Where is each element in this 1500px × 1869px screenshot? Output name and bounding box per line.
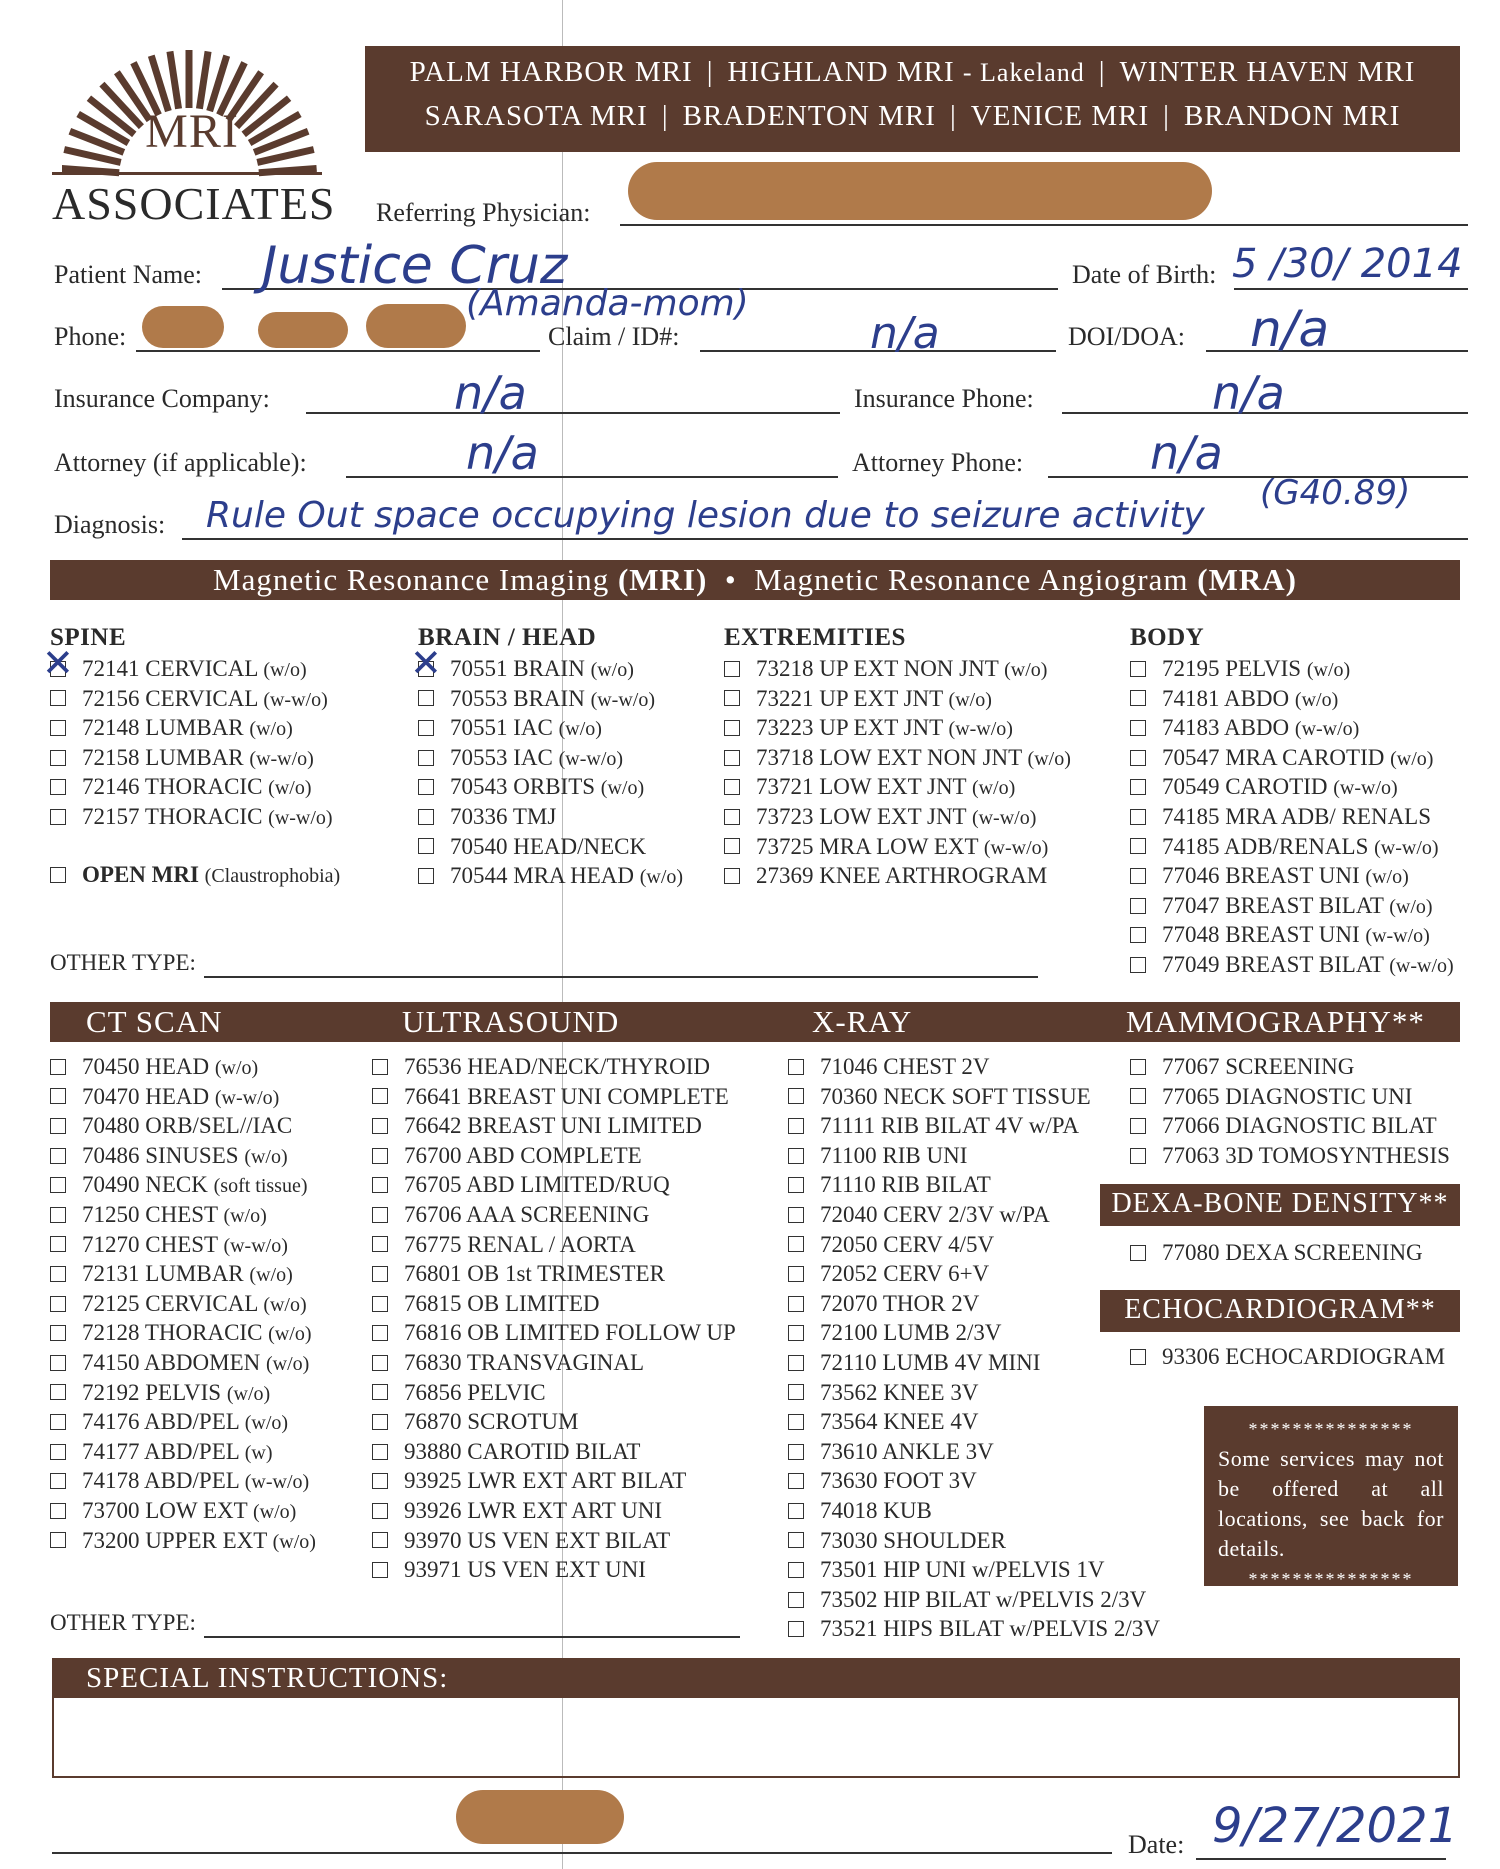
checkbox[interactable]	[788, 1059, 804, 1075]
attorney-phone-value: n/a	[1150, 426, 1223, 480]
mri-other-type-label: OTHER TYPE:	[50, 950, 196, 975]
echocardiogram-heading: ECHOCARDIOGRAM**	[1100, 1290, 1460, 1332]
checkbox[interactable]	[50, 1266, 66, 1282]
checkbox-item[interactable]: 76536 HEAD/NECK/THYROID	[372, 1052, 710, 1081]
doi-doa-label: DOI/DOA:	[1068, 322, 1185, 351]
checkbox[interactable]	[724, 750, 740, 766]
checkbox[interactable]	[1130, 898, 1146, 914]
checkbox-item[interactable]: 70549 CAROTID (w-w/o)	[1130, 772, 1398, 801]
checkbox[interactable]	[50, 1088, 66, 1104]
checkbox[interactable]	[418, 720, 434, 736]
checkbox-item[interactable]: 70551 BRAIN (w/o) ✕	[410, 641, 634, 685]
checkbox-item[interactable]: 70544 MRA HEAD (w/o)	[418, 861, 683, 890]
checkbox[interactable]	[50, 1384, 66, 1400]
checkbox[interactable]	[1130, 1349, 1146, 1365]
checkbox[interactable]	[1130, 1245, 1146, 1261]
checkbox[interactable]	[372, 1236, 388, 1252]
checkbox[interactable]	[788, 1562, 804, 1578]
checkbox-item[interactable]: 71110 RIB BILAT	[788, 1170, 991, 1199]
checkbox[interactable]	[724, 868, 740, 884]
checkbox-item[interactable]: 77063 3D TOMOSYNTHESIS	[1130, 1141, 1450, 1170]
attorney-field[interactable]	[346, 476, 838, 478]
checkbox-item[interactable]: 76830 TRANSVAGINAL	[372, 1348, 644, 1377]
attorney-label: Attorney (if applicable):	[54, 448, 307, 477]
redacted-physician	[628, 162, 1212, 220]
diagnosis-label: Diagnosis:	[54, 510, 166, 539]
insurance-phone-label: Insurance Phone:	[854, 384, 1034, 413]
checkbox[interactable]	[418, 690, 434, 706]
checkbox-item[interactable]: 70543 ORBITS (w/o)	[418, 772, 644, 801]
checkbox-item[interactable]: 73718 LOW EXT NON JNT (w/o)	[724, 743, 1071, 772]
checkbox[interactable]	[788, 1503, 804, 1519]
checkbox[interactable]	[372, 1266, 388, 1282]
checkbox-item[interactable]: 73221 UP EXT JNT (w/o)	[724, 684, 992, 713]
checkbox-item[interactable]: 77048 BREAST UNI (w-w/o)	[1130, 920, 1430, 949]
insurance-company-field[interactable]	[306, 412, 840, 414]
checkbox[interactable]	[788, 1444, 804, 1460]
other-type-label-2: OTHER TYPE:	[50, 1610, 196, 1635]
checkbox[interactable]	[1130, 1148, 1146, 1164]
referring-physician-label: Referring Physician:	[376, 198, 591, 227]
checkbox-item[interactable]: 76815 OB LIMITED	[372, 1289, 599, 1318]
checkbox-item[interactable]: 73030 SHOULDER	[788, 1526, 1006, 1555]
patient-name-label: Patient Name:	[54, 260, 203, 289]
checkbox[interactable]	[1130, 957, 1146, 973]
checkbox-item[interactable]: 70553 IAC (w-w/o)	[418, 743, 623, 772]
checkbox-item[interactable]: 76816 OB LIMITED FOLLOW UP	[372, 1318, 736, 1347]
mri-mra-bar: Magnetic Resonance Imaging (MRI) • Magnetic Resonance Angiogram (MRA)	[50, 560, 1460, 600]
checkbox[interactable]	[724, 809, 740, 825]
checkbox-item[interactable]: 70486 SINUSES (w/o)	[50, 1141, 288, 1170]
checkbox-item[interactable]: 74185 MRA ADB/ RENALS	[1130, 802, 1431, 831]
checkbox-item[interactable]: 70553 BRAIN (w-w/o)	[418, 684, 655, 713]
checkbox-item[interactable]: 72146 THORACIC (w/o)	[50, 772, 311, 801]
checkbox[interactable]	[1130, 927, 1146, 943]
checkbox[interactable]	[418, 809, 434, 825]
checkbox[interactable]	[50, 690, 66, 706]
mri-other-type-field[interactable]	[204, 976, 1038, 978]
checkbox[interactable]	[50, 1059, 66, 1075]
phone-label: Phone:	[54, 322, 127, 351]
doi-doa-value: n/a	[1250, 300, 1330, 358]
checkbox-item[interactable]: 70470 HEAD (w-w/o)	[50, 1082, 279, 1111]
checkbox[interactable]	[788, 1148, 804, 1164]
checkbox[interactable]	[724, 690, 740, 706]
checkbox-item[interactable]: 71100 RIB UNI	[788, 1141, 967, 1170]
logo-ray	[199, 51, 208, 108]
diagnosis-code: (G40.89)	[1260, 473, 1411, 513]
checkbox-item[interactable]: 76706 AAA SCREENING	[372, 1200, 649, 1229]
checkbox-item[interactable]: 70360 NECK SOFT TISSUE	[788, 1082, 1091, 1111]
other-type-field-2[interactable]	[204, 1636, 740, 1638]
checkbox[interactable]	[372, 1207, 388, 1223]
checkbox-item[interactable]: 77049 BREAST BILAT (w-w/o)	[1130, 950, 1454, 979]
special-instructions-box[interactable]	[52, 1696, 1460, 1778]
checkbox-item[interactable]: 76775 RENAL / AORTA	[372, 1230, 636, 1259]
checkbox[interactable]	[788, 1088, 804, 1104]
date-value: 9/27/2021	[1212, 1798, 1459, 1854]
checkbox[interactable]	[1130, 868, 1146, 884]
checkbox-item[interactable]: 74185 ADB/RENALS (w-w/o)	[1130, 832, 1439, 861]
date-field[interactable]	[1196, 1858, 1446, 1860]
checkbox[interactable]	[50, 1207, 66, 1223]
ct-scan-heading: CT SCAN	[86, 1004, 223, 1039]
claim-id-label: Claim / ID#:	[548, 322, 680, 351]
ultrasound-heading: ULTRASOUND	[402, 1004, 620, 1039]
checkbox[interactable]	[372, 1177, 388, 1193]
checkbox-item[interactable]: 76705 ABD LIMITED/RUQ	[372, 1170, 670, 1199]
checkbox-item[interactable]: 93971 US VEN EXT UNI	[372, 1555, 646, 1584]
redacted-phone-1	[142, 306, 224, 348]
checkbox[interactable]	[50, 750, 66, 766]
checkbox-item[interactable]: 72192 PELVIS (w/o)	[50, 1378, 270, 1407]
checkbox-item[interactable]: 70490 NECK (soft tissue)	[50, 1170, 308, 1199]
checkbox[interactable]	[372, 1444, 388, 1460]
checkbox[interactable]	[788, 1532, 804, 1548]
checkbox[interactable]	[788, 1355, 804, 1371]
checkbox[interactable]	[418, 868, 434, 884]
checkbox[interactable]	[50, 1148, 66, 1164]
redacted-phone-3	[366, 304, 466, 348]
checkbox[interactable]	[372, 1325, 388, 1341]
checkbox[interactable]	[50, 1532, 66, 1548]
checkbox[interactable]	[788, 1296, 804, 1312]
checkbox-item[interactable]: 72157 THORACIC (w-w/o)	[50, 802, 333, 831]
checkbox[interactable]	[50, 1473, 66, 1489]
checkbox[interactable]	[1130, 1059, 1146, 1075]
insurance-company-value: n/a	[454, 366, 527, 420]
checkbox[interactable]	[788, 1621, 804, 1637]
attorney-phone-label: Attorney Phone:	[852, 448, 1024, 477]
checkbox-item[interactable]: 70551 IAC (w/o)	[418, 713, 602, 742]
patient-name-value: Justice Cruz	[262, 236, 568, 296]
checkbox[interactable]	[418, 779, 434, 795]
locations-row-2: SARASOTA MRI | BRADENTON MRI | VENICE MRI | BRANDON MRI	[424, 100, 1401, 132]
checkbox-item[interactable]: 76801 OB 1st TRIMESTER	[372, 1259, 665, 1288]
checkbox-item[interactable]: 76870 SCROTUM	[372, 1407, 578, 1436]
checkbox-item[interactable]: 72156 CERVICAL (w-w/o)	[50, 684, 328, 713]
phone-note: (Amanda-mom)	[466, 283, 749, 324]
checkbox-item[interactable]: 72131 LUMBAR (w/o)	[50, 1259, 293, 1288]
location-winter-haven: WINTER HAVEN MRI	[1119, 56, 1416, 88]
dexa-screening-checkbox[interactable]: 77080 DEXA SCREENING	[1130, 1238, 1423, 1267]
location-venice: VENICE MRI	[970, 100, 1150, 132]
checkbox-item[interactable]: 72158 LUMBAR (w-w/o)	[50, 743, 314, 772]
checkbox-item[interactable]: 70480 ORB/SEL//IAC	[50, 1111, 292, 1140]
open-mri-checkbox[interactable]: OPEN MRI (Claustrophobia)	[50, 860, 340, 889]
checkbox[interactable]	[372, 1118, 388, 1134]
checkbox[interactable]	[724, 838, 740, 854]
checkbox-item[interactable]: 73630 FOOT 3V	[788, 1466, 977, 1495]
checkbox-item[interactable]: 76641 BREAST UNI COMPLETE	[372, 1082, 729, 1111]
xray-heading: X-RAY	[812, 1004, 913, 1039]
date-label: Date:	[1128, 1830, 1185, 1859]
checkbox[interactable]	[50, 1296, 66, 1312]
checkbox[interactable]	[372, 1503, 388, 1519]
checkbox-item[interactable]: 72070 THOR 2V	[788, 1289, 979, 1318]
diagnosis-field[interactable]	[182, 538, 1468, 540]
locations-banner	[365, 46, 1460, 152]
checkbox[interactable]	[788, 1473, 804, 1489]
checkbox[interactable]	[50, 779, 66, 795]
checkbox-item[interactable]: 70450 HEAD (w/o)	[50, 1052, 258, 1081]
checkbox[interactable]	[50, 1414, 66, 1430]
insurance-phone-value: n/a	[1212, 366, 1285, 420]
checkbox-item[interactable]: 77047 BREAST BILAT (w/o)	[1130, 891, 1433, 920]
checkbox-item[interactable]: 73502 HIP BILAT w/PELVIS 2/3V	[788, 1585, 1146, 1614]
date-of-birth-label: Date of Birth:	[1072, 260, 1217, 289]
checkbox[interactable]	[1130, 779, 1146, 795]
doi-doa-field[interactable]	[1206, 350, 1468, 352]
redacted-phone-2	[258, 312, 348, 348]
checkbox[interactable]	[50, 1325, 66, 1341]
brain-head-heading: BRAIN / HEAD	[418, 624, 597, 651]
checkbox[interactable]	[50, 1118, 66, 1134]
location-sarasota: SARASOTA MRI	[424, 100, 648, 132]
checkbox[interactable]	[724, 661, 740, 677]
checkbox-item[interactable]: 93880 CAROTID BILAT	[372, 1437, 640, 1466]
checkbox-item[interactable]: 72125 CERVICAL (w/o)	[50, 1289, 307, 1318]
dexa-heading: DEXA-BONE DENSITY**	[1100, 1184, 1460, 1226]
checkbox-item[interactable]: 74176 ABD/PEL (w/o)	[50, 1407, 288, 1436]
body-heading: BODY	[1130, 624, 1205, 651]
checkbox[interactable]	[1130, 720, 1146, 736]
checkbox-item[interactable]: 73721 LOW EXT JNT (w/o)	[724, 772, 1015, 801]
checkbox[interactable]	[372, 1532, 388, 1548]
checked-x-mark: ✕	[410, 641, 442, 685]
echocardiogram-checkbox[interactable]: 93306 ECHOCARDIOGRAM	[1130, 1342, 1445, 1371]
location-lakeland: - Lakeland	[962, 58, 1085, 87]
checkbox[interactable]	[372, 1059, 388, 1075]
checkbox-item[interactable]: 74183 ABDO (w-w/o)	[1130, 713, 1359, 742]
checkbox[interactable]	[788, 1414, 804, 1430]
checkbox-item[interactable]: 73562 KNEE 3V	[788, 1378, 978, 1407]
checkbox[interactable]	[1130, 750, 1146, 766]
checkbox-item[interactable]: 72110 LUMB 4V MINI	[788, 1348, 1040, 1377]
services-notice-text: Some services may not be offered at all locations, see back for details.	[1218, 1446, 1444, 1561]
checkbox-item[interactable]: 72052 CERV 6+V	[788, 1259, 989, 1288]
checkbox[interactable]	[1130, 661, 1146, 677]
checkbox[interactable]	[50, 809, 66, 825]
checkbox-item[interactable]: 74150 ABDOMEN (w/o)	[50, 1348, 309, 1377]
location-brandon: BRANDON MRI	[1183, 100, 1401, 132]
checkbox[interactable]	[788, 1384, 804, 1400]
checkbox[interactable]	[1130, 838, 1146, 854]
checkbox-item[interactable]: 73223 UP EXT JNT (w-w/o)	[724, 713, 1013, 742]
checkbox-item[interactable]: 73700 LOW EXT (w/o)	[50, 1496, 296, 1525]
checkbox[interactable]	[788, 1266, 804, 1282]
claim-id-value: n/a	[870, 308, 940, 359]
checkbox-item[interactable]: 74178 ABD/PEL (w-w/o)	[50, 1466, 309, 1495]
checkbox-item[interactable]: 73725 MRA LOW EXT (w-w/o)	[724, 832, 1048, 861]
services-notice: *************** Some services may not be offered at all locations, see back for details. ***************	[1204, 1406, 1458, 1586]
checkbox[interactable]	[50, 867, 66, 883]
signature-line[interactable]	[52, 1852, 1112, 1854]
checkbox-item[interactable]: 93925 LWR EXT ART BILAT	[372, 1466, 686, 1495]
location-highland: HIGHLAND MRI	[727, 56, 955, 88]
checkbox-item[interactable]: 72128 THORACIC (w/o)	[50, 1318, 311, 1347]
spine-heading: SPINE	[50, 624, 127, 651]
date-of-birth-value: 5 /30/ 2014	[1232, 241, 1463, 287]
logo-ray	[170, 51, 179, 108]
logo-associates-text: ASSOCIATES	[52, 172, 322, 230]
checkbox[interactable]	[50, 1355, 66, 1371]
checkbox-item[interactable]: 71111 RIB BILAT 4V w/PA	[788, 1111, 1079, 1140]
checkbox[interactable]	[1130, 809, 1146, 825]
referring-physician-field[interactable]	[620, 224, 1468, 226]
logo-mri-text: MRI	[145, 105, 239, 158]
checkbox-item[interactable]: 77065 DIAGNOSTIC UNI	[1130, 1082, 1412, 1111]
checkbox-item[interactable]: 27369 KNEE ARTHROGRAM	[724, 861, 1047, 890]
checkbox-item[interactable]: 73610 ANKLE 3V	[788, 1437, 994, 1466]
insurance-company-label: Insurance Company:	[54, 384, 270, 413]
location-bradenton: BRADENTON MRI	[682, 100, 936, 132]
checkbox[interactable]	[50, 1236, 66, 1252]
checkbox-item[interactable]: 71046 CHEST 2V	[788, 1052, 990, 1081]
checkbox-item[interactable]: 73564 KNEE 4V	[788, 1407, 978, 1436]
checkbox-item[interactable]: 74177 ABD/PEL (w)	[50, 1437, 273, 1466]
checkbox[interactable]	[372, 1384, 388, 1400]
checkbox-item[interactable]: 93970 US VEN EXT BILAT	[372, 1526, 670, 1555]
checkbox[interactable]	[50, 1444, 66, 1460]
checkbox-item[interactable]: 76700 ABD COMPLETE	[372, 1141, 642, 1170]
checkbox-item[interactable]: 70540 HEAD/NECK	[418, 832, 646, 861]
checkbox[interactable]	[1130, 690, 1146, 706]
modality-bar	[50, 1002, 1460, 1042]
checkbox-item[interactable]: 72100 LUMB 2/3V	[788, 1318, 1001, 1347]
checkbox[interactable]	[788, 1177, 804, 1193]
checkbox-item[interactable]: 77067 SCREENING	[1130, 1052, 1354, 1081]
checkbox-item[interactable]: 77066 DIAGNOSTIC BILAT	[1130, 1111, 1437, 1140]
special-instructions-heading: SPECIAL INSTRUCTIONS:	[52, 1658, 1460, 1698]
checkbox-item[interactable]: 72195 PELVIS (w/o)	[1130, 654, 1350, 683]
checkbox[interactable]	[1130, 1118, 1146, 1134]
checkbox-item[interactable]: 74018 KUB	[788, 1496, 932, 1525]
checkbox-item[interactable]: 72141 CERVICAL (w/o) ✕	[42, 641, 307, 685]
phone-field[interactable]	[136, 350, 540, 352]
checkbox-item[interactable]: 73521 HIPS BILAT w/PELVIS 2/3V	[788, 1614, 1160, 1643]
checkbox[interactable]	[50, 1503, 66, 1519]
checkbox-item[interactable]: 71250 CHEST (w/o)	[50, 1200, 267, 1229]
checkbox[interactable]	[372, 1088, 388, 1104]
checkbox[interactable]	[372, 1148, 388, 1164]
checkbox[interactable]	[788, 1118, 804, 1134]
checkbox-item[interactable]: 73723 LOW EXT JNT (w-w/o)	[724, 802, 1036, 831]
checkbox-item[interactable]: 72040 CERV 2/3V w/PA	[788, 1200, 1050, 1229]
checkbox[interactable]	[724, 720, 740, 736]
checkbox[interactable]	[50, 720, 66, 736]
checkbox-item[interactable]: 76642 BREAST UNI LIMITED	[372, 1111, 702, 1140]
checkbox-item[interactable]: 70336 TMJ	[418, 802, 556, 831]
checkbox[interactable]	[50, 1177, 66, 1193]
checkbox-item[interactable]: 76856 PELVIC	[372, 1378, 546, 1407]
location-palm-harbor: PALM HARBOR MRI	[409, 56, 693, 88]
checkbox-item[interactable]: 73501 HIP UNI w/PELVIS 1V	[788, 1555, 1105, 1584]
mammography-heading: MAMMOGRAPHY**	[1126, 1004, 1425, 1039]
diagnosis-value: Rule Out space occupying lesion due to seizure activity	[206, 495, 1205, 536]
checkbox-item[interactable]: 73218 UP EXT NON JNT (w/o)	[724, 654, 1047, 683]
checkbox-item[interactable]: 71270 CHEST (w-w/o)	[50, 1230, 288, 1259]
checkbox[interactable]	[788, 1236, 804, 1252]
checkbox-item[interactable]: 93926 LWR EXT ART UNI	[372, 1496, 662, 1525]
checkbox-item[interactable]: 72050 CERV 4/5V	[788, 1230, 994, 1259]
checkbox[interactable]	[372, 1562, 388, 1578]
checkbox[interactable]	[788, 1592, 804, 1608]
checkbox[interactable]	[724, 779, 740, 795]
checked-x-mark: ✕	[42, 641, 74, 685]
attorney-value: n/a	[466, 426, 539, 480]
checkbox-item[interactable]: 70547 MRA CAROTID (w/o)	[1130, 743, 1433, 772]
checkbox-item[interactable]: 73200 UPPER EXT (w/o)	[50, 1526, 316, 1555]
checkbox-item[interactable]: 72148 LUMBAR (w/o)	[50, 713, 293, 742]
checkbox[interactable]	[1130, 1088, 1146, 1104]
checkbox[interactable]	[372, 1296, 388, 1312]
checkbox[interactable]	[418, 750, 434, 766]
checkbox[interactable]	[372, 1473, 388, 1489]
checkbox-item[interactable]: 74181 ABDO (w/o)	[1130, 684, 1338, 713]
redacted-signature	[456, 1790, 624, 1844]
checkbox-item[interactable]: 77046 BREAST UNI (w/o)	[1130, 861, 1409, 890]
extremities-heading: EXTREMITIES	[724, 624, 906, 651]
checkbox[interactable]	[788, 1325, 804, 1341]
date-of-birth-field[interactable]	[1234, 288, 1468, 290]
checkbox[interactable]	[372, 1414, 388, 1430]
locations-row-1: PALM HARBOR MRI | HIGHLAND MRI - Lakeland | WINTER HAVEN MRI	[409, 56, 1416, 88]
checkbox[interactable]	[418, 838, 434, 854]
checkbox[interactable]	[372, 1355, 388, 1371]
checkbox[interactable]	[788, 1207, 804, 1223]
